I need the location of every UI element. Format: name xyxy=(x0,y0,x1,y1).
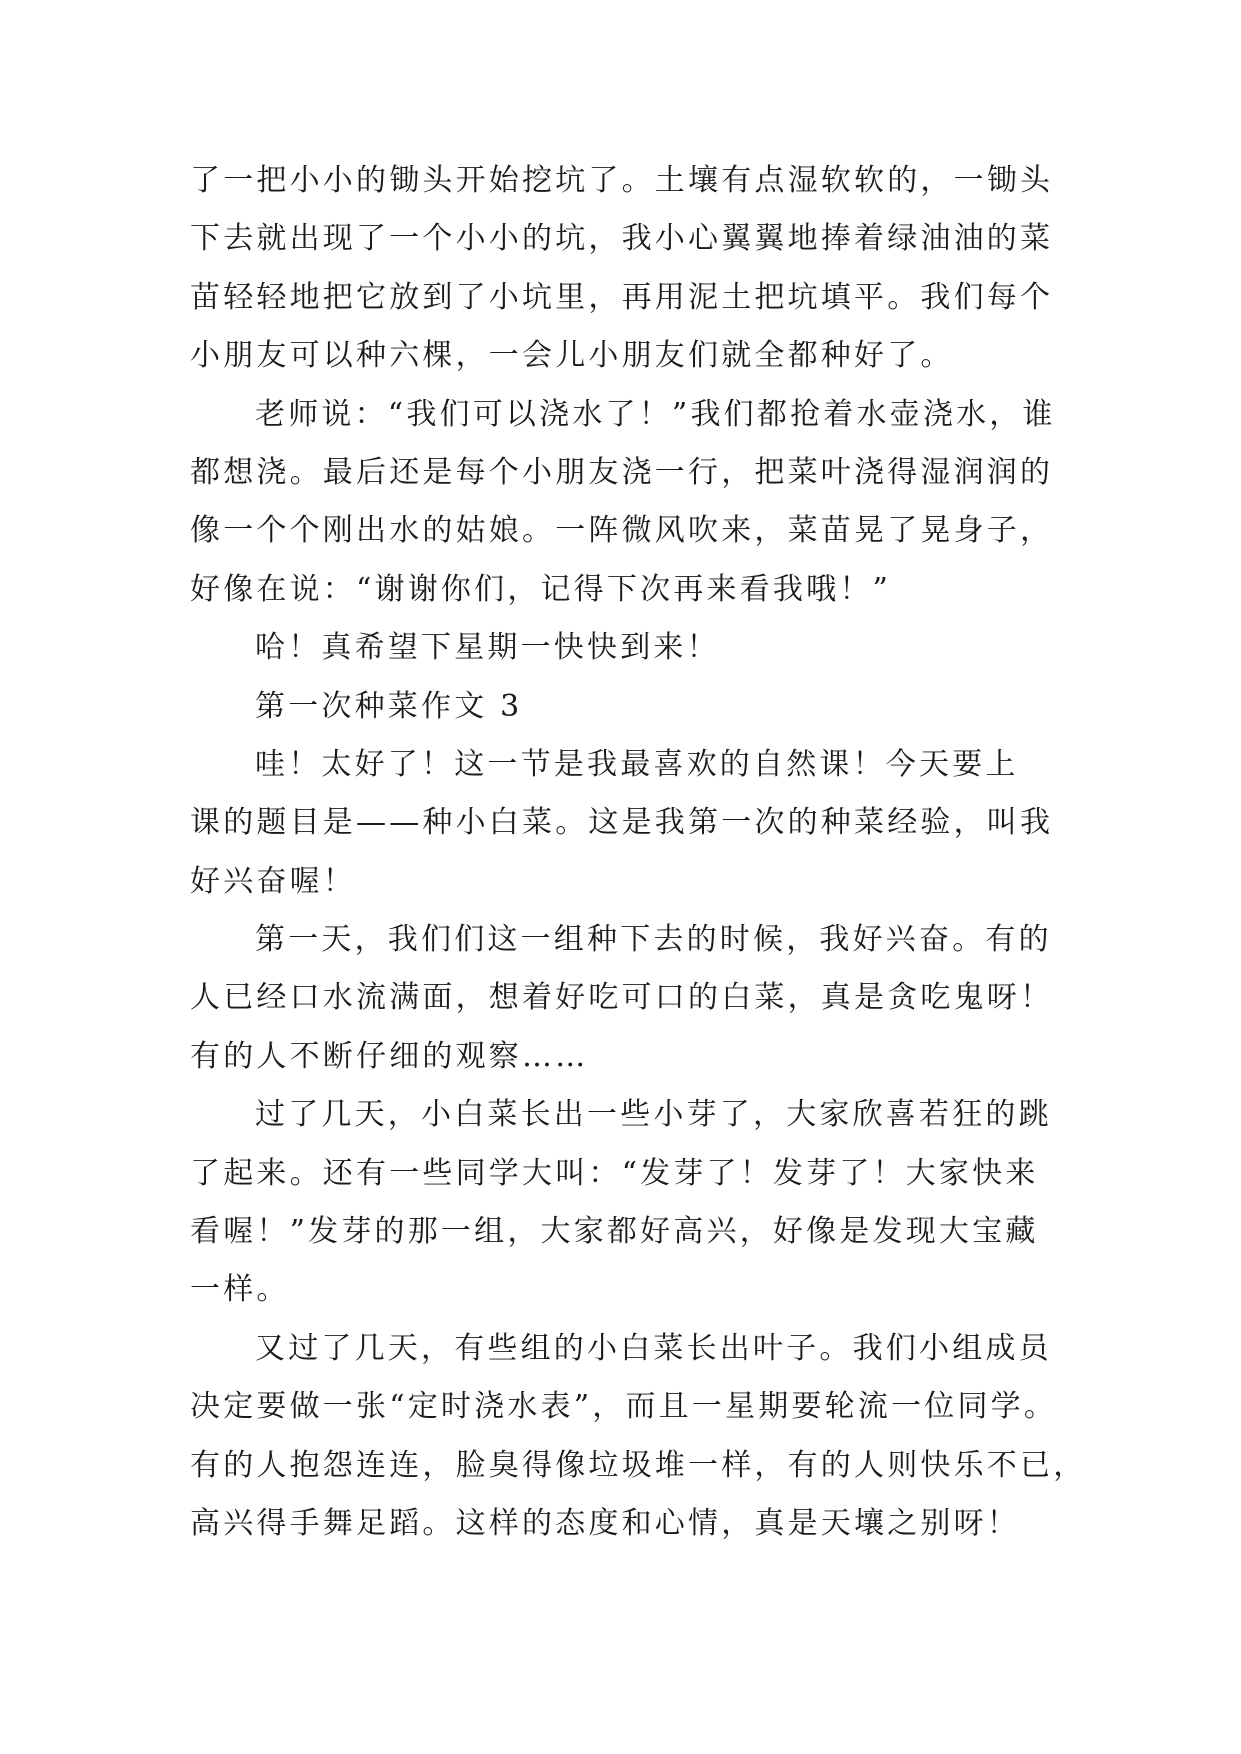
text-line: 好兴奋喔！ xyxy=(190,863,356,899)
text-line: 一样。 xyxy=(190,1272,290,1308)
text-line: 苗轻轻地把它放到了小坑里，再用泥土把坑填平。我们每个 xyxy=(190,279,1054,315)
text-line: 课的题目是——种小白菜。这是我第一次的种菜经验，叫我 xyxy=(190,805,1054,841)
text-line: 老师说：“我们可以浇水了！”我们都抢着水壶浇水，谁 xyxy=(255,396,1056,432)
text-line: 又过了几天，有些组的小白菜长出叶子。我们小组成员 xyxy=(255,1330,1052,1366)
text-line: 过了几天，小白菜长出一些小芽了，大家欣喜若狂的跳 xyxy=(255,1097,1052,1133)
text-line: 第一次种菜作文 3 xyxy=(255,688,523,724)
text-line: 了一把小小的锄头开始挖坑了。土壤有点湿软软的，一锄头 xyxy=(190,163,1054,198)
text-line: 高兴得手舞足蹈。这样的态度和心情，真是天壤之别呀！ xyxy=(190,1505,1020,1541)
text-line: 有的人不断仔细的观察…… xyxy=(190,1038,589,1074)
text-line: 好像在说：“谢谢你们，记得下次再来看我哦！” xyxy=(190,571,892,607)
text-line: 都想浇。最后还是每个小朋友浇一行，把菜叶浇得湿润润的 xyxy=(190,454,1054,490)
text-line: 下去就出现了一个小小的坑，我小心翼翼地捧着绿油油的菜 xyxy=(190,221,1054,257)
text-line: 有的人抱怨连连，脸臭得像垃圾堆一样，有的人则快乐不已， xyxy=(190,1447,1087,1483)
text-line: 看喔！”发芽的那一组，大家都好高兴，好像是发现大宝藏 xyxy=(190,1214,1039,1250)
text-line: 哇！太好了！这一节是我最喜欢的自然课！今天要上 xyxy=(255,746,1019,782)
text-line: 决定要做一张“定时浇水表”，而且一星期要轮流一位同学。 xyxy=(190,1389,1058,1425)
text-line: 第一天，我们们这一组种下去的时候，我好兴奋。有的 xyxy=(255,922,1052,958)
text-line: 像一个个刚出水的姑娘。一阵微风吹来，菜苗晃了晃身子， xyxy=(190,513,1054,549)
text-line: 人已经口水流满面，想着好吃可口的白菜，真是贪吃鬼呀！ xyxy=(190,980,1054,1016)
text-line: 了起来。还有一些同学大叫：“发芽了！发芽了！大家快来 xyxy=(190,1155,1039,1191)
text-line: 小朋友可以种六棵，一会儿小朋友们就全都种好了。 xyxy=(190,338,954,374)
document-body xyxy=(190,152,1087,1553)
text-line: 哈！真希望下星期一快快到来！ xyxy=(255,630,720,666)
